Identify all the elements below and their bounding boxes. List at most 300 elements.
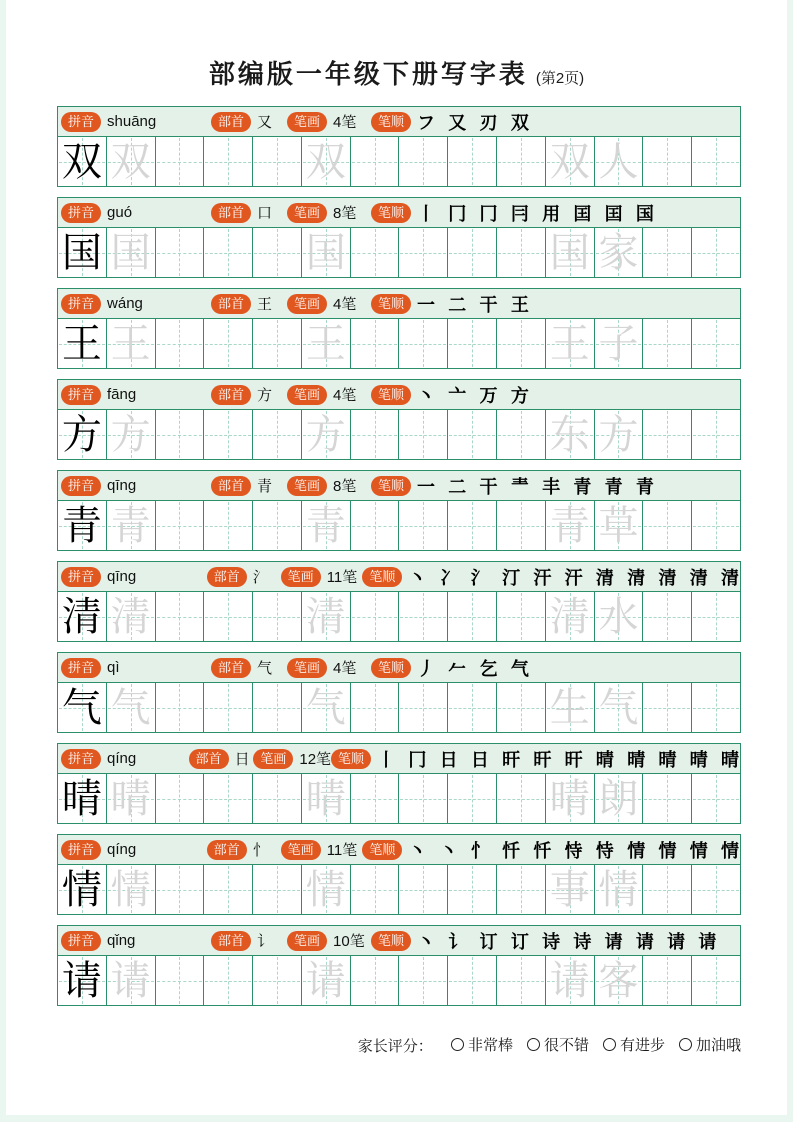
stroke-count-pair [281, 839, 363, 860]
practice-cell [156, 592, 205, 641]
example-character: 双 [61, 138, 102, 185]
practice-cell [253, 865, 302, 914]
practice-cell [546, 410, 595, 459]
practice-cell [204, 137, 253, 186]
practice-cell [692, 774, 740, 823]
stroke-count-pair [287, 111, 371, 132]
practice-cell [399, 592, 448, 641]
pinyin-pair [61, 385, 211, 405]
trace-character: 国 [110, 229, 151, 276]
trace-character: 水 [598, 593, 639, 640]
practice-cell [399, 137, 448, 186]
stroke-order-badge: 笔顺 [371, 294, 411, 314]
character-rows [57, 106, 741, 1006]
stroke-order-value: 一 二 干 王 [417, 294, 530, 316]
practice-cell [156, 319, 205, 368]
practice-grid [58, 865, 740, 914]
trace-character: 清 [305, 593, 346, 640]
practice-cell [448, 410, 497, 459]
trace-character: 方 [598, 411, 639, 458]
practice-cell [302, 228, 351, 277]
rating-option [603, 1034, 665, 1055]
practice-cell [302, 956, 351, 1005]
practice-cell [643, 956, 692, 1005]
pinyin-pair [61, 749, 189, 769]
stroke-count-value: 10笔 [333, 933, 365, 950]
practice-cell [58, 410, 107, 459]
example-character: 晴 [61, 775, 102, 822]
radical-value: 口 [257, 204, 273, 222]
practice-grid [58, 501, 740, 550]
pinyin-badge: 拼音 [61, 476, 101, 496]
practice-cell [497, 410, 546, 459]
stroke-order-value: 丨 冂 日 日 旰 旰 旰 晴 晴 晴 晴 晴 [377, 749, 740, 771]
character-row-block [57, 288, 741, 369]
practice-cell [399, 410, 448, 459]
practice-grid [58, 774, 740, 823]
practice-cell [351, 683, 400, 732]
trace-character: 生 [549, 684, 590, 731]
practice-cell [156, 501, 205, 550]
practice-cell [58, 137, 107, 186]
pinyin-pair [61, 203, 211, 223]
practice-cell [58, 501, 107, 550]
radical-badge: 部首 [211, 112, 251, 132]
practice-cell [107, 956, 156, 1005]
stroke-order-badge: 笔顺 [371, 476, 411, 496]
pinyin-badge: 拼音 [61, 203, 101, 223]
practice-cell [253, 137, 302, 186]
practice-cell [351, 956, 400, 1005]
radical-value: 忄 [252, 841, 268, 859]
trace-character: 王 [305, 320, 346, 367]
page-number-label: (第2页) [535, 70, 585, 87]
stroke-count-pair [287, 475, 371, 496]
practice-cell [546, 774, 595, 823]
practice-grid [58, 410, 740, 459]
practice-cell [351, 865, 400, 914]
stroke-order-badge: 笔顺 [371, 385, 411, 405]
page-edge-left [0, 0, 6, 1122]
stroke-count-value: 11笔 [326, 842, 358, 859]
pinyin-pair [61, 840, 207, 860]
stroke-count-value: 8笔 [333, 478, 357, 495]
practice-cell [497, 501, 546, 550]
trace-character: 气 [305, 684, 346, 731]
stroke-order-badge: 笔顺 [371, 203, 411, 223]
stroke-count-badge: 笔画 [287, 476, 327, 496]
radical-pair [211, 384, 287, 405]
stroke-count-pair [287, 293, 371, 314]
row-header [58, 107, 740, 137]
practice-cell [643, 683, 692, 732]
practice-cell [351, 774, 400, 823]
trace-character: 双 [549, 138, 590, 185]
trace-character: 请 [305, 957, 346, 1004]
stroke-count-value: 4笔 [333, 296, 357, 313]
practice-cell [253, 228, 302, 277]
pinyin-badge: 拼音 [61, 294, 101, 314]
practice-cell [692, 137, 740, 186]
practice-cell [546, 956, 595, 1005]
practice-cell [497, 319, 546, 368]
radical-value: 又 [257, 113, 273, 131]
rating-option-label: 很不错 [543, 1037, 589, 1054]
practice-cell [253, 683, 302, 732]
pinyin-pair [61, 476, 211, 496]
stroke-order-pair [371, 291, 740, 317]
trace-character: 草 [598, 502, 639, 549]
practice-cell [497, 956, 546, 1005]
practice-cell [546, 683, 595, 732]
radical-value: 气 [257, 659, 273, 677]
practice-cell [107, 410, 156, 459]
radical-badge: 部首 [207, 840, 247, 860]
page-title: 部编版一年级下册写字表 [208, 60, 528, 90]
practice-cell [595, 774, 644, 823]
rating-option [679, 1034, 741, 1055]
practice-cell [692, 319, 740, 368]
pinyin-value: fāng [107, 386, 137, 403]
radical-value: 讠 [257, 932, 273, 950]
practice-grid [58, 592, 740, 641]
example-character: 青 [61, 502, 102, 549]
trace-character: 朗 [598, 775, 639, 822]
radical-badge: 部首 [211, 931, 251, 951]
practice-cell [399, 865, 448, 914]
pinyin-value: qīng [107, 568, 137, 585]
character-row-block [57, 470, 741, 551]
trace-character: 晴 [305, 775, 346, 822]
trace-character: 青 [549, 502, 590, 549]
practice-cell [643, 592, 692, 641]
practice-cell [302, 865, 351, 914]
practice-cell [448, 137, 497, 186]
practice-cell [546, 865, 595, 914]
practice-cell [253, 774, 302, 823]
rating-circle-icon[interactable] [679, 1038, 692, 1051]
practice-cell [156, 228, 205, 277]
practice-cell [692, 956, 740, 1005]
pinyin-badge: 拼音 [61, 658, 101, 678]
stroke-count-badge: 笔画 [287, 112, 327, 132]
practice-cell [546, 319, 595, 368]
practice-cell [448, 592, 497, 641]
practice-cell [448, 956, 497, 1005]
practice-cell [448, 319, 497, 368]
trace-character: 情 [598, 866, 639, 913]
radical-pair [211, 475, 287, 496]
practice-cell [107, 228, 156, 277]
example-character: 王 [61, 320, 102, 367]
practice-cell [497, 592, 546, 641]
practice-cell [156, 137, 205, 186]
example-character: 方 [61, 411, 102, 458]
stroke-count-value: 4笔 [333, 114, 357, 131]
practice-cell [595, 865, 644, 914]
practice-cell [448, 683, 497, 732]
practice-cell [448, 228, 497, 277]
stroke-order-pair [371, 655, 740, 681]
stroke-count-badge: 笔画 [253, 749, 293, 769]
practice-cell [204, 592, 253, 641]
stroke-count-pair [287, 657, 371, 678]
trace-character: 青 [110, 502, 151, 549]
practice-cell [302, 774, 351, 823]
trace-character: 气 [110, 684, 151, 731]
parent-rating-row [57, 1034, 741, 1056]
row-header [58, 471, 740, 501]
radical-badge: 部首 [189, 749, 229, 769]
practice-cell [595, 228, 644, 277]
practice-cell [497, 228, 546, 277]
practice-cell [302, 410, 351, 459]
row-header [58, 562, 740, 592]
practice-cell [58, 228, 107, 277]
practice-cell [302, 683, 351, 732]
character-row-block [57, 743, 741, 824]
rating-option-label: 加油哦 [695, 1037, 741, 1054]
practice-cell [643, 865, 692, 914]
practice-cell [253, 592, 302, 641]
pinyin-pair [61, 567, 207, 587]
practice-cell [58, 683, 107, 732]
trace-character: 双 [305, 138, 346, 185]
radical-value: 方 [257, 386, 273, 404]
practice-cell [107, 592, 156, 641]
practice-grid [58, 683, 740, 732]
trace-character: 请 [110, 957, 151, 1004]
practice-cell [692, 592, 740, 641]
stroke-count-value: 4笔 [333, 387, 357, 404]
radical-pair [211, 930, 287, 951]
practice-cell [204, 865, 253, 914]
trace-character: 子 [598, 320, 639, 367]
practice-cell [107, 774, 156, 823]
practice-cell [302, 592, 351, 641]
radical-badge: 部首 [211, 476, 251, 496]
page-title-row [0, 0, 793, 91]
practice-cell [107, 501, 156, 550]
practice-cell [546, 228, 595, 277]
row-header [58, 653, 740, 683]
trace-character: 方 [110, 411, 151, 458]
practice-cell [58, 865, 107, 914]
radical-badge: 部首 [207, 567, 247, 587]
pinyin-badge: 拼音 [61, 840, 101, 860]
pinyin-pair [61, 931, 211, 951]
pinyin-pair [61, 112, 211, 132]
practice-cell [643, 137, 692, 186]
practice-cell [204, 501, 253, 550]
radical-pair [211, 202, 287, 223]
practice-cell [351, 137, 400, 186]
example-character: 清 [61, 593, 102, 640]
radical-pair [207, 566, 281, 587]
practice-cell [399, 501, 448, 550]
row-header [58, 289, 740, 319]
parent-rating-label: 家长评分： [357, 1038, 433, 1055]
pinyin-badge: 拼音 [61, 112, 101, 132]
trace-character: 国 [305, 229, 346, 276]
practice-cell [253, 410, 302, 459]
stroke-order-value: 丶 丶 忄 忏 忏 恃 恃 情 情 情 情 [408, 840, 740, 862]
practice-cell [692, 501, 740, 550]
stroke-order-value: 丿 𠂉 乞 气 [417, 658, 530, 680]
trace-character: 家 [598, 229, 639, 276]
practice-cell [156, 956, 205, 1005]
practice-cell [399, 683, 448, 732]
rating-circle-icon[interactable] [451, 1038, 464, 1051]
radical-badge: 部首 [211, 385, 251, 405]
stroke-count-badge: 笔画 [281, 840, 321, 860]
stroke-order-badge: 笔顺 [371, 931, 411, 951]
pinyin-pair [61, 294, 211, 314]
practice-cell [204, 683, 253, 732]
trace-character: 双 [110, 138, 151, 185]
rating-option [527, 1034, 589, 1055]
practice-cell [692, 865, 740, 914]
character-row-block [57, 834, 741, 915]
practice-cell [156, 774, 205, 823]
practice-cell [204, 410, 253, 459]
practice-cell [643, 228, 692, 277]
example-character: 请 [61, 957, 102, 1004]
row-header [58, 835, 740, 865]
pinyin-value: wáng [107, 295, 143, 312]
practice-cell [107, 683, 156, 732]
practice-cell [546, 501, 595, 550]
stroke-order-badge: 笔顺 [362, 567, 402, 587]
character-row-block [57, 106, 741, 187]
stroke-order-badge: 笔顺 [371, 112, 411, 132]
stroke-count-pair [287, 930, 371, 951]
trace-character: 清 [549, 593, 590, 640]
rating-option-label: 有进步 [619, 1037, 665, 1054]
stroke-order-pair [371, 200, 740, 226]
practice-cell [351, 228, 400, 277]
practice-cell [156, 683, 205, 732]
stroke-count-value: 4笔 [333, 660, 357, 677]
practice-cell [643, 319, 692, 368]
radical-pair [211, 111, 287, 132]
practice-cell [399, 319, 448, 368]
character-row-block [57, 925, 741, 1006]
practice-cell [692, 410, 740, 459]
practice-cell [302, 501, 351, 550]
radical-pair [189, 748, 254, 769]
practice-cell [595, 319, 644, 368]
radical-value: 日 [234, 750, 250, 768]
rating-circle-icon[interactable] [603, 1038, 616, 1051]
trace-character: 事 [549, 866, 590, 913]
pinyin-pair [61, 658, 211, 678]
practice-cell [546, 137, 595, 186]
practice-cell [595, 410, 644, 459]
radical-pair [207, 839, 281, 860]
radical-pair [211, 657, 287, 678]
trace-character: 客 [598, 957, 639, 1004]
character-row-block [57, 652, 741, 733]
rating-option [451, 1034, 513, 1055]
trace-character: 人 [598, 138, 639, 185]
trace-character: 清 [110, 593, 151, 640]
trace-character: 情 [110, 866, 151, 913]
stroke-order-pair [371, 382, 740, 408]
trace-character: 青 [305, 502, 346, 549]
trace-character: 请 [549, 957, 590, 1004]
stroke-order-value: 丨 冂 冂 冃 用 囯 囯 国 [417, 203, 655, 225]
practice-cell [448, 501, 497, 550]
pinyin-badge: 拼音 [61, 749, 101, 769]
practice-cell [399, 228, 448, 277]
trace-character: 晴 [549, 775, 590, 822]
page-edge-bottom [0, 1115, 793, 1122]
trace-character: 东 [549, 411, 590, 458]
practice-cell [58, 319, 107, 368]
stroke-count-badge: 笔画 [287, 203, 327, 223]
row-header [58, 744, 740, 774]
practice-cell [497, 683, 546, 732]
example-character: 情 [61, 866, 102, 913]
pinyin-value: guó [107, 204, 133, 221]
practice-cell [253, 319, 302, 368]
pinyin-badge: 拼音 [61, 567, 101, 587]
practice-cell [643, 501, 692, 550]
trace-character: 情 [305, 866, 346, 913]
rating-circle-icon[interactable] [527, 1038, 540, 1051]
stroke-count-value: 12笔 [299, 751, 332, 768]
practice-cell [204, 956, 253, 1005]
practice-cell [253, 956, 302, 1005]
stroke-count-badge: 笔画 [287, 294, 327, 314]
practice-cell [156, 410, 205, 459]
trace-character: 王 [549, 320, 590, 367]
practice-cell [497, 774, 546, 823]
practice-cell [595, 592, 644, 641]
character-row-block [57, 561, 741, 642]
practice-cell [448, 774, 497, 823]
practice-cell [448, 865, 497, 914]
pinyin-badge: 拼音 [61, 385, 101, 405]
pinyin-value: qíng [107, 750, 137, 767]
practice-cell [58, 774, 107, 823]
practice-cell [107, 137, 156, 186]
radical-pair [211, 293, 287, 314]
practice-cell [204, 228, 253, 277]
radical-value: 氵 [252, 568, 268, 586]
practice-cell [58, 956, 107, 1005]
radical-badge: 部首 [211, 658, 251, 678]
example-character: 气 [61, 684, 102, 731]
practice-grid [58, 319, 740, 368]
practice-cell [595, 956, 644, 1005]
practice-cell [351, 319, 400, 368]
rating-option-label: 非常棒 [467, 1037, 513, 1054]
stroke-count-value: 11笔 [326, 569, 358, 586]
stroke-order-value: 丶 讠 订 订 诗 诗 请 请 请 请 [417, 931, 718, 953]
practice-cell [107, 319, 156, 368]
practice-cell [204, 774, 253, 823]
stroke-count-badge: 笔画 [281, 567, 321, 587]
character-row-block [57, 197, 741, 278]
stroke-order-badge: 笔顺 [331, 749, 371, 769]
practice-cell [497, 865, 546, 914]
stroke-count-badge: 笔画 [287, 658, 327, 678]
pinyin-badge: 拼音 [61, 931, 101, 951]
stroke-count-value: 8笔 [333, 205, 357, 222]
practice-cell [156, 865, 205, 914]
